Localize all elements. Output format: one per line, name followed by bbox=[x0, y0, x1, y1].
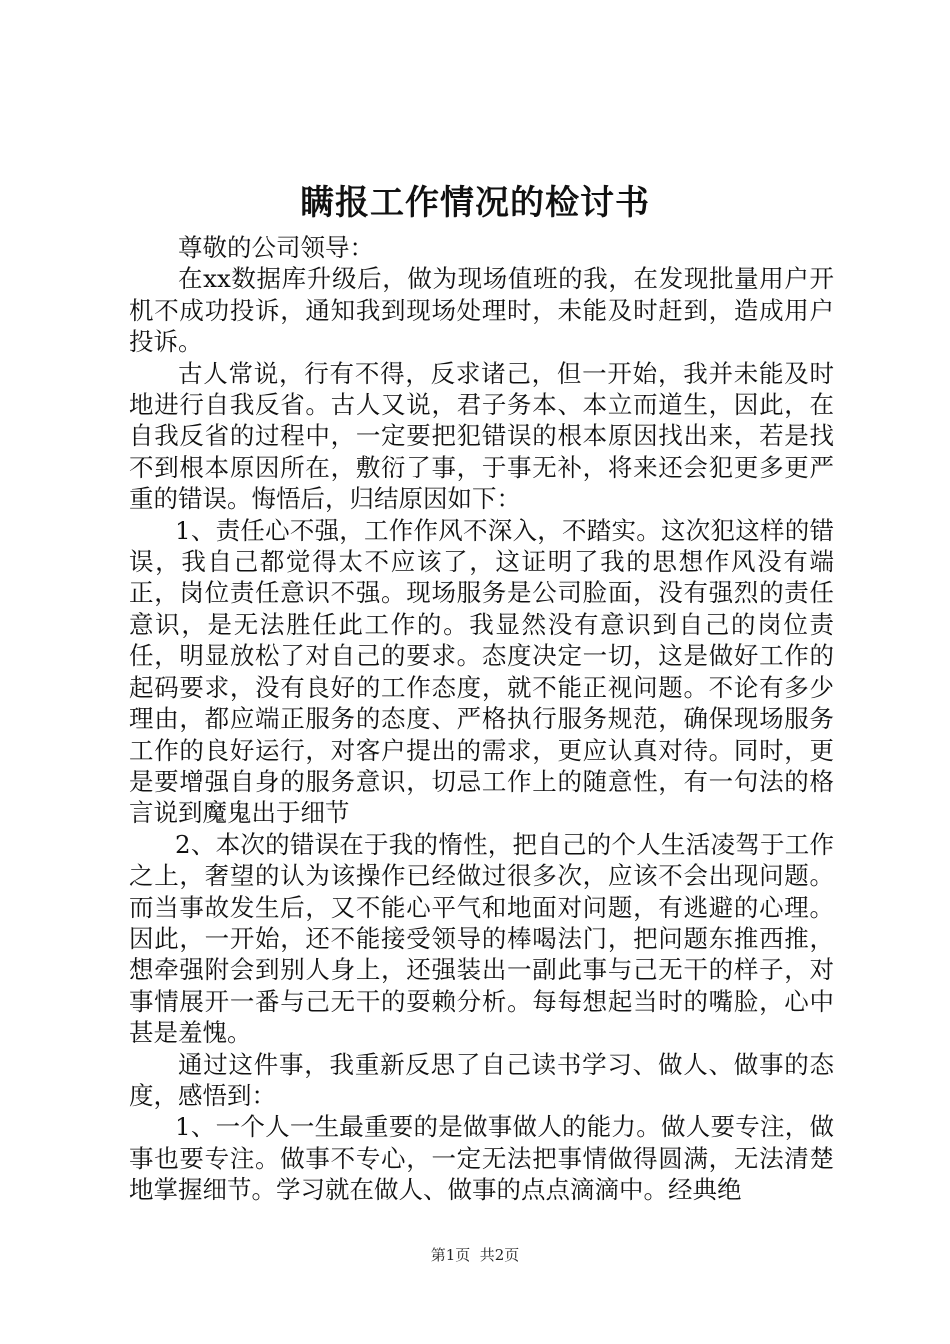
paragraph-reason-1: 1、责任心不强，工作作风不深入，不踏实。这次犯这样的错误，我自己都觉得太不应该了，这证明了我的思想作风没有端正，岗位责任意识不强。现场服务是公司脸面，没有强烈的责任意识，是无法胜任此工作的。我显然没有意识到自己的岗位责任，明显放松了对自己的要求。态度决定一切，这是做好工作的起码要求，没有良好的工作态度，就不能正视问题。不论有多少理由，都应端正服务的态度、严格执行服务规范，确保现场服务工作的良好运行，对客户提出的需求，更应认真对待。同时，更是要增强自身的服务意识，切忌工作上的随意性，有一句法的格言说到魔鬼出于细节 bbox=[129, 515, 834, 828]
salutation: 尊敬的公司领导： bbox=[178, 233, 374, 262]
paragraph-reason-2: 2、本次的错误在于我的惰性，把自己的个人生活凌驾于工作之上，奢望的认为该操作已经做过很多次，应该不会出现问题。而当事故发生后，又不能心平气和地面对问题，有逃避的心理。因此，一开始，还不能接受领导的棒喝法门，把问题东推西推，想牵强附会到别人身上，还强装出一副此事与己无干的样子，对事情展开一番与己无干的耍赖分析。每每想起当时的嘴脸，心中甚是羞愧。 bbox=[129, 829, 834, 1048]
document-title: 瞒报工作情况的检讨书 bbox=[300, 183, 650, 223]
paragraph-lesson-1: 1、一个人一生最重要的是做事做人的能力。做人要专注，做事也要专注。做事不专心，一定无法把事情做得圆满，无法清楚地掌握细节。学习就在做人、做事的点点滴滴中。经典绝 bbox=[129, 1112, 834, 1205]
page-number-footer: 第1页 共2页 bbox=[430, 1246, 520, 1264]
paragraph-reflection: 古人常说，行有不得，反求诸己，但一开始，我并未能及时地进行自我反省。古人又说，君子务本、本立而道生，因此，在自我反省的过程中，一定要把犯错误的根本原因找出来，若是找不到根本原因所在，敷衍了事，于事无补，将来还会犯更多更严重的错误。悔悟后，归结原因如下： bbox=[129, 358, 834, 514]
paragraph-lesson-intro: 通过这件事，我重新反思了自己读书学习、做人、做事的态度，感悟到： bbox=[129, 1049, 834, 1110]
document-body bbox=[129, 232, 834, 1206]
paragraph-incident: 在xx数据库升级后，做为现场值班的我，在发现批量用户开机不成功投诉，通知我到现场处理时，未能及时赶到，造成用户投诉。 bbox=[129, 264, 834, 357]
